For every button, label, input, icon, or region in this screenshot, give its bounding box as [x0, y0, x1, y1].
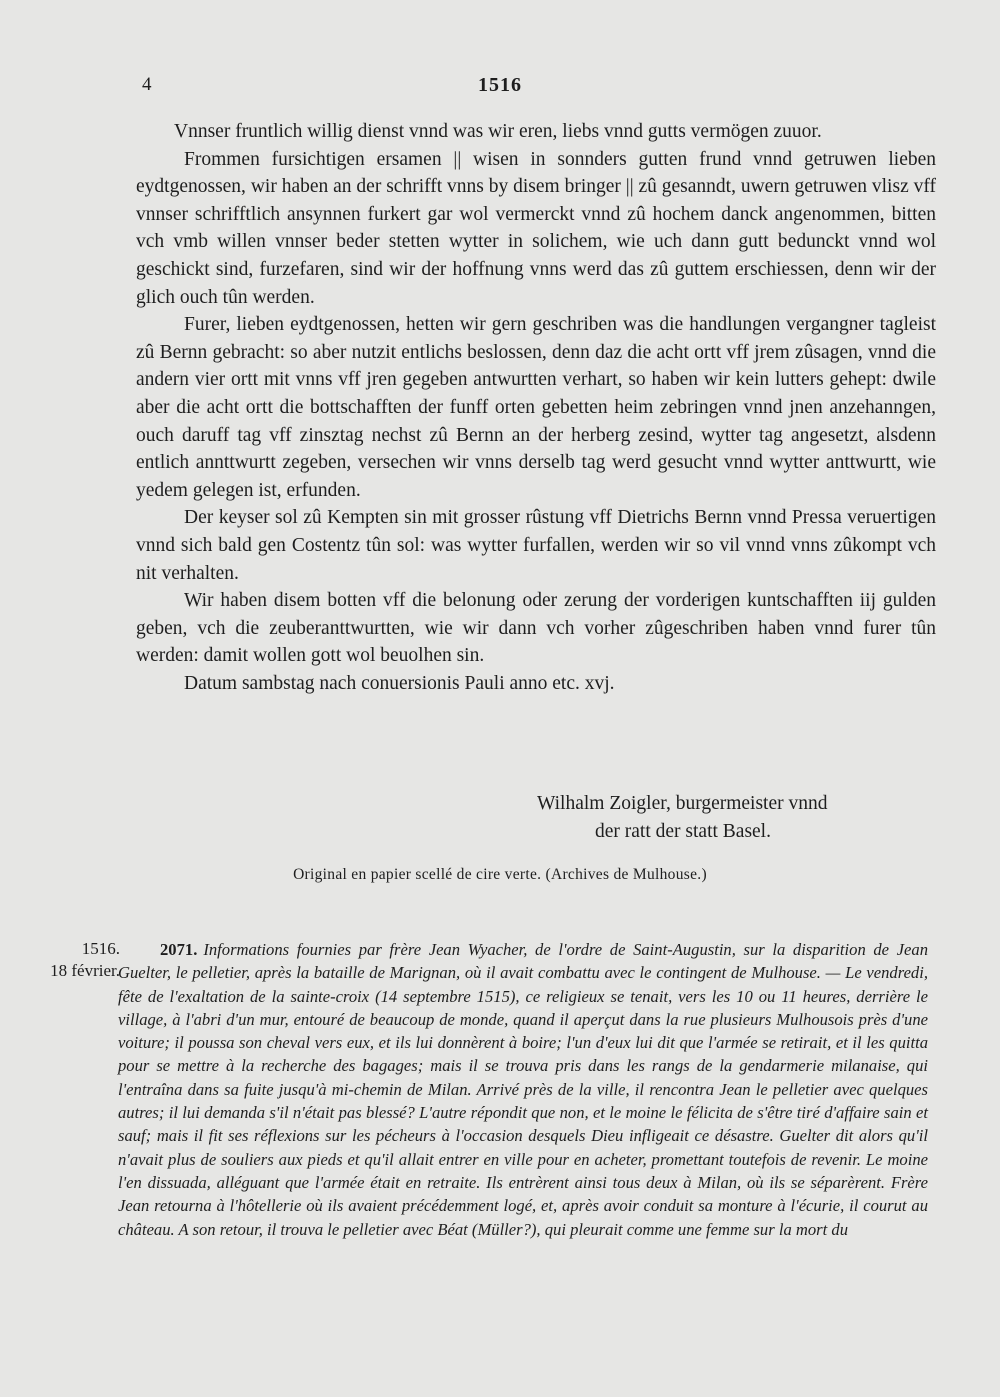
running-title: 1516: [478, 74, 522, 96]
margin-date-day: 18 février.: [50, 961, 120, 980]
entry-text: Informations fournies par frère Jean Wyacher, de l'ordre de Saint-Augustin, sur la disparition de Jean Guelter, le pelletier, après la bataille de Marignan, où il avait combattu avec le contingent de Mulhouse. — Le vendredi, fête de l'exaltation de la sainte-croix (14 septembre 1515), ce religieux se tenait, vers les 10 ou 11 heures, derrière le village, à l'abri d'un mur, entouré de beaucoup de monde, quand il aperçut dans la rue plusieurs Mulhousois près d'une voiture; il poussa son cheval vers eux, et ils lui donnèrent à boire; l'un d'eux lui dit que l'armée se retirait, et il les quitta pour se mettre à la recherche des bagages; mais il se trouva pris dans les rangs de la gendarmerie milanaise, qui l'entraîna dans sa fuite jusqu'à mi-chemin de Milan. Arrivé près de la ville, il rencontra Jean le pelletier avec quelques autres; il lui demanda s'il n'était pas blessé? L'autre répondit que non, et le moine le félicita de s'être tiré d'affaire sain et sauf; mais il fit ses réflexions sur les pécheurs à l'occasion desquels Dieu infligeait ce désastre. Guelter dit alors qu'il n'avait plus de souliers aux pieds et qu'il allait entrer en ville pour en acheter, promettant toutefois de revenir. Le moine l'en dissuada, alléguant que l'armée était en retraite. Ils entrèrent ainsi tous deux à Milan, où ils se séparèrent. Frère Jean retourna à l'hôtellerie où ils avaient précédemment logé, et, après avoir conduit sa monture à l'écurie, il courut au château. A son retour, il trouva le pelletier avec Béat (Müller?), qui pleurait comme une femme sur la mort du: [118, 940, 928, 1239]
letter-paragraph: Datum sambstag nach conuersionis Pauli anno etc. xvj.: [184, 672, 615, 694]
margin-date-year: 1516.: [81, 939, 120, 958]
letter-body: [136, 118, 936, 697]
letter-paragraph: Furer, lieben eydtgenossen, hetten wir gern geschriben was die handlungen vergangner tagleist zû Bernn gebracht: so aber nutzit entlichs beslossen, denn daz die acht ortt vff jrem zûsagen, vnnd die andern vier ortt mit vnns vff jren gegeben antwurtten verhart, so haben wir kein lutters gehept: dwile aber die acht ortt die bottschafften der funff orten gebetten heim zebringen vnnd jnen anzehanngen, ouch daruff tag vff zinsztag nechst zû Bernn an der herberg zesind, wytter tag angesetzt, alsdenn entlich annttwurtt zegeben, versechen wir vnns derselb tag werd gesucht vnnd wytter anttwurtt, wie yedem gelegen ist, erfunden.: [136, 314, 936, 501]
signature-line: Wilhalm Zoigler, burgermeister vnnd: [537, 793, 828, 814]
source-note: Original en papier scellé de cire verte. (Archives de Mulhouse.): [293, 866, 707, 883]
letter-paragraph: Frommen fursichtigen ersamen || wisen in sonnders gutten frund vnnd getruwen lieben eydtgenossen, wir haben an der schrifft vnns by disem bringer || zû gesanndt, uwern getruwen vlisz vff vnnser schrifftlich ansynnen furkert gar wol vermerckt vnnd zû hochem danck angenommen, bitten vch vmb willen vnnser beder stetten wytter in solichem, wie uch dann gutt bedunckt vnnd wol geschickt sind, furzefaren, sind wir der hoffnung vnns werd das zû guttem erschiessen, denn wir der glich ouch tûn werden.: [136, 148, 936, 308]
entry-number: 2071.: [160, 940, 198, 959]
entry-body: [118, 938, 928, 1241]
letter-paragraph: Wir haben disem botten vff die belonung oder zerung der vorderigen kuntschafften iij gulden geben, vch die zeuberanttwurtten, wie wir dann vch vorher zûgeschriben haben vnnd furer tûn werden: damit wollen gott wol beuolhen sin.: [136, 590, 936, 667]
page-number: 4: [142, 74, 152, 95]
signature-line: der ratt der statt Basel.: [595, 821, 771, 842]
letter-paragraph: Der keyser sol zû Kempten sin mit grosser rûstung vff Dietrichs Bernn vnnd Pressa veruertigen vnnd sich bald gen Costentz tûn sol: was wytter furfallen, werden wir so vil vnnd vnns zûkompt vch nit verhalten.: [136, 507, 936, 584]
letter-paragraph: Vnnser fruntlich willig dienst vnnd was wir eren, liebs vnnd gutts vermögen zuuor.: [174, 121, 822, 142]
